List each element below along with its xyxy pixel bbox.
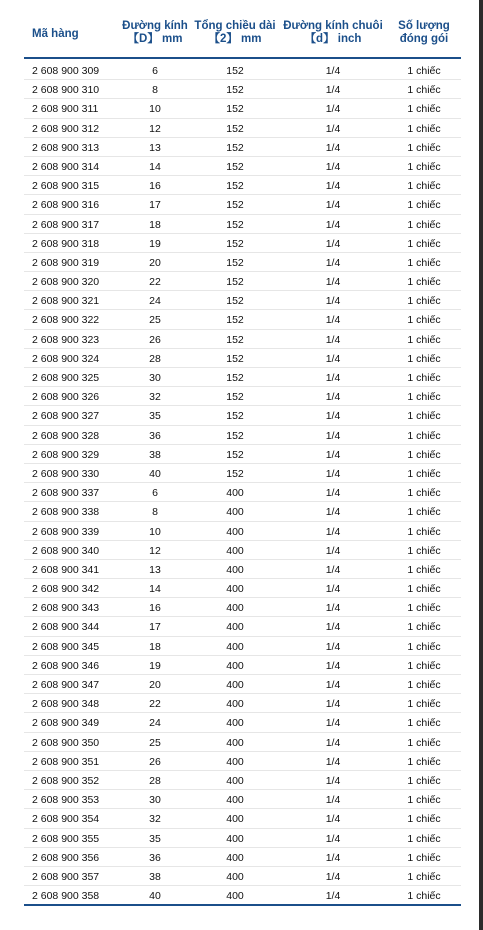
cell-diameter: 32 — [149, 391, 161, 404]
cell-qty: 1 chiếc — [407, 141, 441, 154]
cell-qty: 1 chiếc — [407, 199, 441, 212]
cell-qty: 1 chiếc — [407, 180, 441, 193]
cell-length: 152 — [226, 410, 244, 423]
cell-shank: 1/4 — [325, 832, 341, 845]
cell-diameter: 14 — [149, 160, 161, 173]
cell-diameter: 40 — [149, 467, 161, 480]
cell-code: 2 608 900 344 — [32, 621, 100, 634]
header-diameter — [122, 20, 188, 46]
cell-qty: 1 chiếc — [407, 774, 441, 787]
cell-code: 2 608 900 309 — [32, 65, 100, 77]
table-row — [24, 157, 461, 176]
cell-code: 2 608 900 321 — [32, 295, 100, 308]
cell-shank: 1/4 — [325, 506, 341, 519]
cell-length: 152 — [226, 122, 244, 135]
header-shank-line1: Đường kính chuôi — [283, 20, 383, 32]
table-row — [24, 310, 461, 329]
cell-code: 2 608 900 314 — [32, 160, 100, 173]
cell-shank: 1/4 — [325, 794, 341, 807]
cell-length: 400 — [226, 506, 244, 519]
cell-diameter: 12 — [149, 544, 161, 557]
cell-code: 2 608 900 345 — [32, 640, 100, 653]
cell-shank: 1/4 — [325, 391, 341, 404]
cell-diameter: 18 — [149, 218, 161, 231]
header-diameter-line2: 【D】 mm — [127, 33, 183, 45]
cell-code: 2 608 900 358 — [32, 890, 100, 903]
table-row — [24, 119, 461, 138]
cell-length: 400 — [226, 679, 244, 691]
cell-length: 400 — [226, 755, 244, 768]
cell-qty: 1 chiếc — [407, 679, 441, 691]
cell-code: 2 608 900 352 — [32, 774, 100, 787]
cell-diameter: 13 — [149, 563, 161, 576]
cell-code: 2 608 900 329 — [32, 448, 100, 461]
table-row — [24, 694, 461, 713]
cell-diameter: 12 — [149, 122, 161, 135]
cell-code: 2 608 900 337 — [32, 487, 100, 500]
table-row — [24, 579, 461, 598]
table-row — [24, 713, 461, 732]
cell-diameter: 35 — [149, 832, 161, 845]
cell-diameter: 18 — [149, 640, 161, 653]
cell-code: 2 608 900 350 — [32, 736, 100, 749]
cell-code: 2 608 900 315 — [32, 180, 100, 193]
cell-diameter: 16 — [149, 180, 161, 193]
cell-qty: 1 chiếc — [407, 602, 441, 615]
cell-code: 2 608 900 319 — [32, 256, 100, 269]
cell-length: 400 — [226, 621, 244, 634]
cell-length: 400 — [226, 659, 244, 672]
table-row — [24, 675, 461, 694]
cell-diameter: 20 — [149, 679, 161, 691]
table-row — [24, 445, 461, 464]
cell-code: 2 608 900 330 — [32, 467, 100, 480]
cell-code: 2 608 900 320 — [32, 276, 100, 289]
cell-length: 400 — [226, 602, 244, 615]
cell-diameter: 36 — [149, 851, 161, 864]
cell-length: 400 — [226, 525, 244, 538]
cell-qty: 1 chiếc — [407, 525, 441, 538]
cell-shank: 1/4 — [325, 237, 341, 250]
table-header — [24, 14, 461, 59]
cell-qty: 1 chiếc — [407, 832, 441, 845]
cell-shank: 1/4 — [325, 525, 341, 538]
cell-length: 152 — [226, 218, 244, 231]
cell-shank: 1/4 — [325, 141, 341, 154]
table-row — [24, 426, 461, 445]
table-row — [24, 541, 461, 560]
cell-length: 400 — [226, 736, 244, 749]
table-row — [24, 617, 461, 636]
table-row — [24, 406, 461, 425]
table-row — [24, 502, 461, 521]
cell-length: 152 — [226, 256, 244, 269]
cell-diameter: 32 — [149, 813, 161, 826]
cell-code: 2 608 900 347 — [32, 679, 100, 691]
cell-diameter: 40 — [149, 890, 161, 903]
table-row — [24, 829, 461, 848]
cell-diameter: 28 — [149, 352, 161, 365]
table-row — [24, 138, 461, 157]
cell-diameter: 20 — [149, 256, 161, 269]
cell-code: 2 608 900 322 — [32, 314, 100, 327]
cell-code: 2 608 900 318 — [32, 237, 100, 250]
cell-diameter: 6 — [152, 487, 158, 500]
table-row — [24, 560, 461, 579]
cell-length: 400 — [226, 698, 244, 711]
cell-qty: 1 chiếc — [407, 583, 441, 596]
cell-code: 2 608 900 324 — [32, 352, 100, 365]
cell-diameter: 25 — [149, 736, 161, 749]
cell-length: 400 — [226, 890, 244, 903]
cell-shank: 1/4 — [325, 602, 341, 615]
table-row — [24, 349, 461, 368]
table-row — [24, 464, 461, 483]
cell-length: 152 — [226, 141, 244, 154]
cell-code: 2 608 900 341 — [32, 563, 100, 576]
cell-length: 152 — [226, 103, 244, 116]
cell-length: 400 — [226, 794, 244, 807]
table-row — [24, 61, 461, 80]
cell-length: 152 — [226, 295, 244, 308]
cell-shank: 1/4 — [325, 314, 341, 327]
cell-length: 400 — [226, 544, 244, 557]
cell-diameter: 6 — [152, 65, 158, 77]
table-row — [24, 368, 461, 387]
cell-length: 152 — [226, 199, 244, 212]
cell-code: 2 608 900 327 — [32, 410, 100, 423]
cell-shank: 1/4 — [325, 122, 341, 135]
table-row — [24, 99, 461, 118]
cell-shank: 1/4 — [325, 180, 341, 193]
cell-length: 152 — [226, 429, 244, 442]
header-shank-line2: 【d】 inch — [304, 33, 362, 45]
cell-diameter: 10 — [149, 103, 161, 116]
cell-qty: 1 chiếc — [407, 333, 441, 346]
cell-qty: 1 chiếc — [407, 467, 441, 480]
cell-diameter: 26 — [149, 333, 161, 346]
cell-shank: 1/4 — [325, 199, 341, 212]
cell-shank: 1/4 — [325, 103, 341, 116]
cell-code: 2 608 900 312 — [32, 122, 100, 135]
cell-shank: 1/4 — [325, 65, 341, 77]
cell-qty: 1 chiếc — [407, 890, 441, 903]
cell-shank: 1/4 — [325, 429, 341, 442]
cell-code: 2 608 900 351 — [32, 755, 100, 768]
cell-diameter: 10 — [149, 525, 161, 538]
cell-qty: 1 chiếc — [407, 755, 441, 768]
cell-shank: 1/4 — [325, 84, 341, 97]
cell-shank: 1/4 — [325, 410, 341, 423]
table-row — [24, 809, 461, 828]
cell-qty: 1 chiếc — [407, 218, 441, 231]
cell-code: 2 608 900 338 — [32, 506, 100, 519]
cell-diameter: 17 — [149, 621, 161, 634]
table-row — [24, 733, 461, 752]
cell-code: 2 608 900 343 — [32, 602, 100, 615]
cell-length: 152 — [226, 160, 244, 173]
right-edge-bar — [479, 0, 483, 930]
cell-qty: 1 chiếc — [407, 122, 441, 135]
cell-shank: 1/4 — [325, 372, 341, 384]
cell-length: 400 — [226, 717, 244, 730]
product-table — [24, 14, 461, 905]
cell-code: 2 608 900 316 — [32, 199, 100, 212]
table-row — [24, 80, 461, 99]
header-shank — [282, 20, 384, 46]
cell-diameter: 30 — [149, 794, 161, 807]
table-row — [24, 637, 461, 656]
cell-code: 2 608 900 357 — [32, 870, 100, 883]
cell-shank: 1/4 — [325, 851, 341, 864]
cell-length: 400 — [226, 563, 244, 576]
cell-diameter: 22 — [149, 276, 161, 289]
cell-code: 2 608 900 310 — [32, 84, 100, 97]
table-row — [24, 176, 461, 195]
cell-qty: 1 chiếc — [407, 506, 441, 519]
cell-qty: 1 chiếc — [407, 352, 441, 365]
header-diameter-line1: Đường kính — [122, 20, 188, 32]
cell-code: 2 608 900 317 — [32, 218, 100, 231]
cell-code: 2 608 900 353 — [32, 794, 100, 807]
cell-qty: 1 chiếc — [407, 410, 441, 423]
cell-length: 152 — [226, 84, 244, 97]
cell-qty: 1 chiếc — [407, 640, 441, 653]
cell-code: 2 608 900 325 — [32, 372, 100, 384]
cell-length: 152 — [226, 65, 244, 77]
cell-length: 152 — [226, 237, 244, 250]
cell-length: 152 — [226, 276, 244, 289]
cell-length: 400 — [226, 640, 244, 653]
cell-qty: 1 chiếc — [407, 84, 441, 97]
cell-shank: 1/4 — [325, 352, 341, 365]
cell-shank: 1/4 — [325, 448, 341, 461]
cell-qty: 1 chiếc — [407, 621, 441, 634]
table-body — [24, 61, 461, 905]
cell-shank: 1/4 — [325, 583, 341, 596]
cell-code: 2 608 900 311 — [32, 103, 99, 116]
cell-shank: 1/4 — [325, 717, 341, 730]
cell-shank: 1/4 — [325, 774, 341, 787]
table-row — [24, 234, 461, 253]
cell-code: 2 608 900 339 — [32, 525, 100, 538]
cell-diameter: 30 — [149, 372, 161, 384]
cell-length: 152 — [226, 180, 244, 193]
table-row — [24, 272, 461, 291]
cell-qty: 1 chiếc — [407, 295, 441, 308]
cell-qty: 1 chiếc — [407, 314, 441, 327]
table-row — [24, 330, 461, 349]
cell-shank: 1/4 — [325, 563, 341, 576]
cell-qty: 1 chiếc — [407, 372, 441, 384]
table-row — [24, 886, 461, 905]
cell-diameter: 22 — [149, 698, 161, 711]
cell-qty: 1 chiếc — [407, 736, 441, 749]
cell-length: 400 — [226, 851, 244, 864]
cell-shank: 1/4 — [325, 256, 341, 269]
cell-qty: 1 chiếc — [407, 160, 441, 173]
cell-shank: 1/4 — [325, 276, 341, 289]
table-row — [24, 771, 461, 790]
cell-diameter: 25 — [149, 314, 161, 327]
cell-diameter: 16 — [149, 602, 161, 615]
cell-diameter: 24 — [149, 717, 161, 730]
cell-shank: 1/4 — [325, 544, 341, 557]
cell-diameter: 28 — [149, 774, 161, 787]
cell-length: 152 — [226, 391, 244, 404]
cell-qty: 1 chiếc — [407, 65, 441, 77]
cell-diameter: 19 — [149, 659, 161, 672]
cell-qty: 1 chiếc — [407, 487, 441, 500]
cell-shank: 1/4 — [325, 640, 341, 653]
table-row — [24, 483, 461, 502]
cell-length: 152 — [226, 467, 244, 480]
cell-code: 2 608 900 313 — [32, 141, 100, 154]
cell-qty: 1 chiếc — [407, 870, 441, 883]
cell-qty: 1 chiếc — [407, 794, 441, 807]
header-length-line2: 【2】 mm — [208, 33, 262, 45]
table-row — [24, 790, 461, 809]
cell-diameter: 17 — [149, 199, 161, 212]
cell-diameter: 19 — [149, 237, 161, 250]
cell-diameter: 26 — [149, 755, 161, 768]
cell-diameter: 14 — [149, 583, 161, 596]
cell-qty: 1 chiếc — [407, 276, 441, 289]
cell-qty: 1 chiếc — [407, 103, 441, 116]
cell-shank: 1/4 — [325, 890, 341, 903]
cell-length: 400 — [226, 487, 244, 500]
cell-qty: 1 chiếc — [407, 698, 441, 711]
cell-length: 152 — [226, 372, 244, 384]
table-row — [24, 656, 461, 675]
cell-shank: 1/4 — [325, 736, 341, 749]
cell-shank: 1/4 — [325, 813, 341, 826]
cell-qty: 1 chiếc — [407, 448, 441, 461]
cell-qty: 1 chiếc — [407, 237, 441, 250]
cell-diameter: 38 — [149, 870, 161, 883]
cell-shank: 1/4 — [325, 160, 341, 173]
cell-diameter: 8 — [152, 84, 158, 97]
table-row — [24, 253, 461, 272]
table-row — [24, 848, 461, 867]
cell-code: 2 608 900 326 — [32, 391, 100, 404]
table-row — [24, 387, 461, 406]
cell-code: 2 608 900 348 — [32, 698, 100, 711]
cell-qty: 1 chiếc — [407, 813, 441, 826]
cell-qty: 1 chiếc — [407, 256, 441, 269]
cell-diameter: 24 — [149, 295, 161, 308]
cell-shank: 1/4 — [325, 698, 341, 711]
cell-diameter: 13 — [149, 141, 161, 154]
table-row — [24, 522, 461, 541]
cell-diameter: 38 — [149, 448, 161, 461]
cell-diameter: 35 — [149, 410, 161, 423]
cell-length: 152 — [226, 352, 244, 365]
cell-diameter: 36 — [149, 429, 161, 442]
cell-qty: 1 chiếc — [407, 391, 441, 404]
cell-qty: 1 chiếc — [407, 563, 441, 576]
cell-length: 400 — [226, 583, 244, 596]
cell-shank: 1/4 — [325, 467, 341, 480]
header-length-line1: Tổng chiều dài — [194, 20, 276, 32]
cell-code: 2 608 900 346 — [32, 659, 100, 672]
cell-length: 400 — [226, 870, 244, 883]
header-qty — [388, 20, 460, 46]
cell-diameter: 8 — [152, 506, 158, 519]
cell-shank: 1/4 — [325, 295, 341, 308]
table-row — [24, 752, 461, 771]
cell-qty: 1 chiếc — [407, 851, 441, 864]
cell-length: 152 — [226, 448, 244, 461]
cell-shank: 1/4 — [325, 755, 341, 768]
cell-code: 2 608 900 349 — [32, 717, 100, 730]
cell-shank: 1/4 — [325, 621, 341, 634]
table-row — [24, 215, 461, 234]
cell-code: 2 608 900 356 — [32, 851, 100, 864]
cell-length: 152 — [226, 333, 244, 346]
cell-length: 152 — [226, 314, 244, 327]
cell-shank: 1/4 — [325, 487, 341, 500]
cell-length: 400 — [226, 813, 244, 826]
cell-qty: 1 chiếc — [407, 659, 441, 672]
header-qty-line1: Số lượng — [398, 20, 450, 32]
cell-qty: 1 chiếc — [407, 429, 441, 442]
cell-qty: 1 chiếc — [407, 544, 441, 557]
table-row — [24, 598, 461, 617]
table-row — [24, 867, 461, 886]
cell-shank: 1/4 — [325, 218, 341, 231]
bottom-rule — [24, 904, 461, 906]
header-code: Mã hàng — [32, 28, 79, 40]
header-length — [192, 20, 278, 46]
cell-shank: 1/4 — [325, 333, 341, 346]
header-qty-line2: đóng gói — [399, 33, 449, 45]
cell-shank: 1/4 — [325, 659, 341, 672]
cell-shank: 1/4 — [325, 870, 341, 883]
cell-shank: 1/4 — [325, 679, 341, 691]
cell-length: 400 — [226, 774, 244, 787]
cell-code: 2 608 900 354 — [32, 813, 100, 826]
cell-code: 2 608 900 340 — [32, 544, 100, 557]
cell-code: 2 608 900 323 — [32, 333, 100, 346]
cell-code: 2 608 900 355 — [32, 832, 100, 845]
table-row — [24, 195, 461, 214]
cell-code: 2 608 900 342 — [32, 583, 100, 596]
table-row — [24, 291, 461, 310]
cell-length: 400 — [226, 832, 244, 845]
cell-qty: 1 chiếc — [407, 717, 441, 730]
cell-code: 2 608 900 328 — [32, 429, 100, 442]
